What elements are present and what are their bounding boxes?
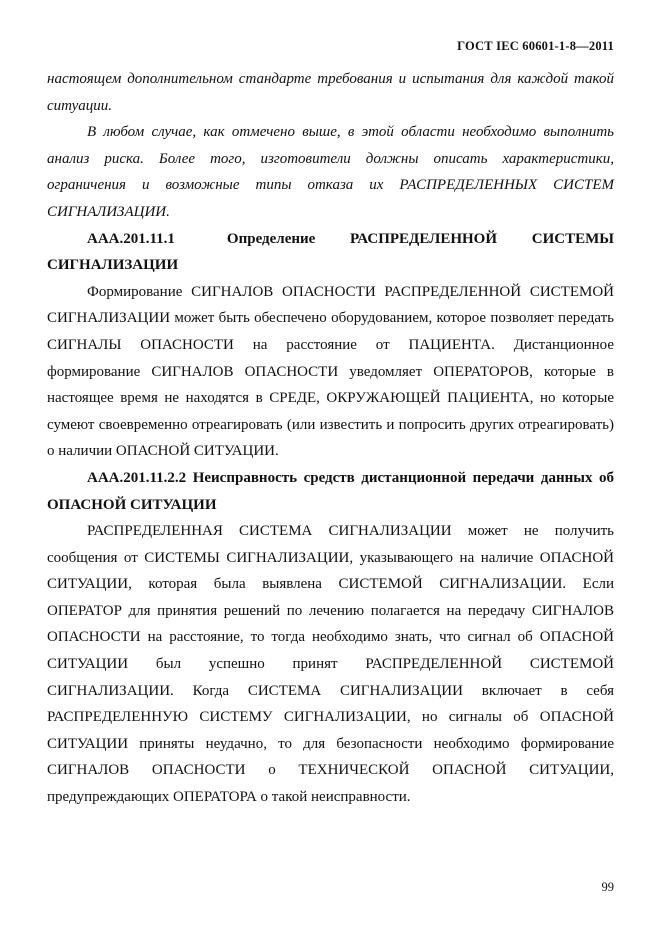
section-title: Определение РАСПРЕДЕЛЕННОЙ СИСТЕМЫ СИГНАЛИЗАЦИИ xyxy=(47,230,614,274)
document-body xyxy=(47,66,614,811)
paragraph-failure: РАСПРЕДЕЛЕННАЯ СИСТЕМА СИГНАЛИЗАЦИИ может не получить сообщения от СИСТЕМЫ СИГНАЛИЗАЦИИ, указывающего на наличие ОПАСНОЙ СИТУАЦИИ, которая была выявлена СИСТЕМОЙ СИГНАЛИЗАЦИИ. Если ОПЕРАТОР для принятия решений по лечению полагается на передачу СИГНАЛОВ ОПАСНОСТИ на расстояние, то тогда необходимо знать, что сигнал об ОПАСНОЙ СИТУАЦИИ был успешно принят РАСПРЕДЕЛЕННОЙ СИСТЕМОЙ СИГНАЛИЗАЦИИ. Когда СИСТЕМА СИГНАЛИЗАЦИИ включает в себя РАСПРЕДЕЛЕННУЮ СИСТЕМУ СИГНАЛИЗАЦИИ, но сигналы об ОПАСНОЙ СИТУАЦИИ приняты неудачно, то для безопасности необходимо формирование СИГНАЛОВ ОПАСНОСТИ о ТЕХНИЧЕСКОЙ ОПАСНОЙ СИТУАЦИИ, предупреждающих ОПЕРАТОРА о такой неисправности. xyxy=(47,523,614,806)
section-heading-definition xyxy=(47,226,614,279)
section-number: ААА.201.11.1 xyxy=(87,230,175,247)
paragraph-risk-analysis: В любом случае, как отмечено выше, в этой области необходимо выполнить анализ риска. Более того, изготовители должны описать характеристики, ограничения и возможные типы отказа их РАСПРЕДЕЛЕННЫХ СИСТЕМ СИГНАЛИЗАЦИИ. xyxy=(47,124,614,220)
page-number: 99 xyxy=(601,880,614,894)
paragraph-definition: Формирование СИГНАЛОВ ОПАСНОСТИ РАСПРЕДЕЛЕННОЙ СИСТЕМОЙ СИГНАЛИЗАЦИИ может быть обеспечено оборудованием, которое позволяет передать СИГНАЛЫ ОПАСНОСТИ на расстояние от ПАЦИЕНТА. Дистанционное формирование СИГНАЛОВ ОПАСНОСТИ уведомляет ОПЕРАТОРОВ, которые в настоящее время не находятся в СРЕДЕ, ОКРУЖАЮЩЕЙ ПАЦИЕНТА, но которые сумеют своевременно отреагировать (или известить и попросить других отреагировать) о наличии ОПАСНОЙ СИТУАЦИИ. xyxy=(47,283,614,460)
section-heading-failure: ААА.201.11.2.2 Неисправность средств дистанционной передачи данных об ОПАСНОЙ СИТУАЦИИ xyxy=(47,469,614,513)
standard-header: ГОСТ IEC 60601-1-8—2011 xyxy=(457,39,614,53)
paragraph-continuation: настоящем дополнительном стандарте требования и испытания для каждой такой ситуации. xyxy=(47,71,614,114)
